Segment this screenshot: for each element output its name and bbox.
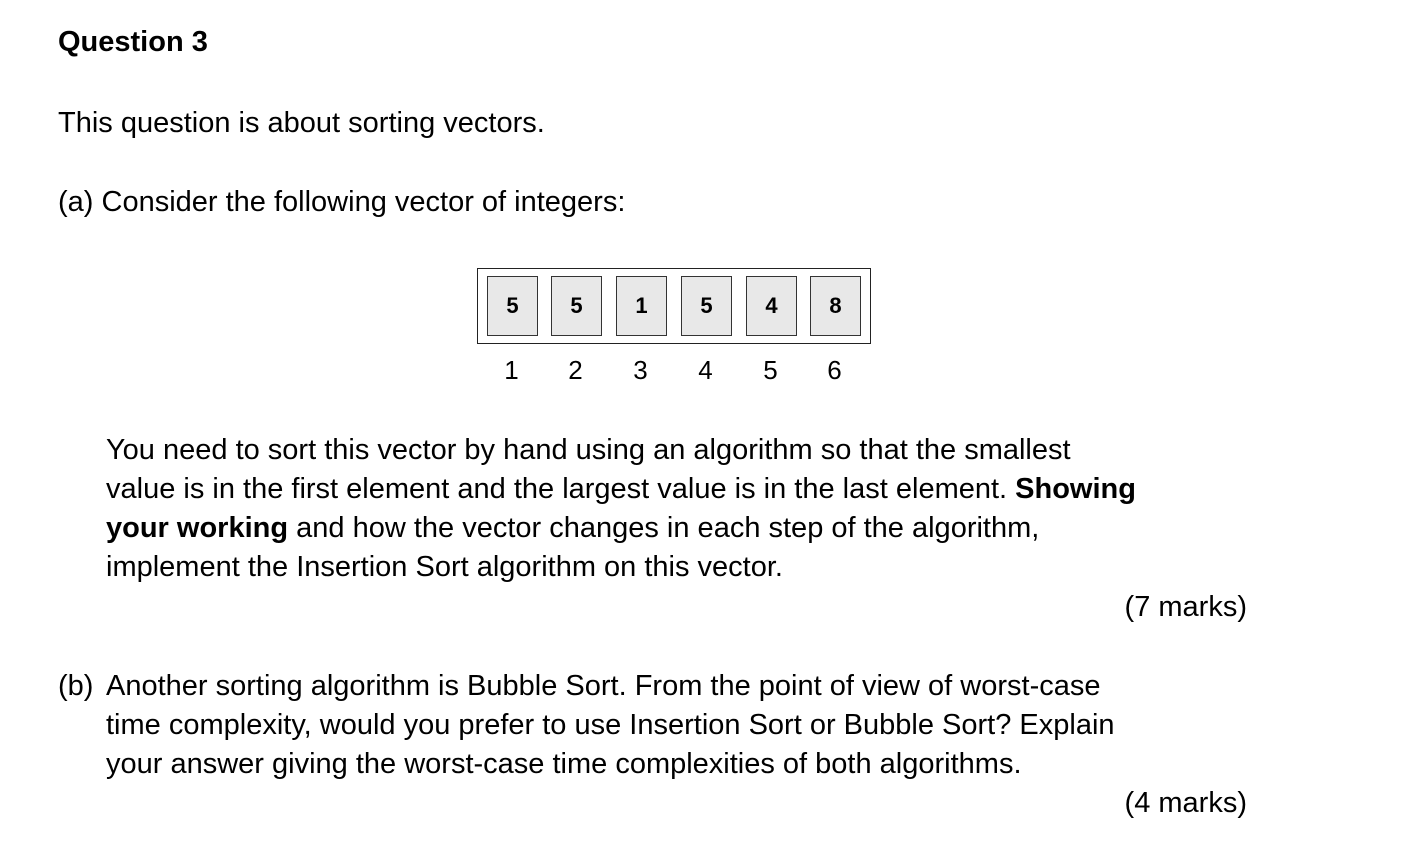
vector-index-label: 5	[763, 355, 778, 385]
question-line: Another sorting algorithm is Bubble Sort. From the point of view of worst-case	[106, 670, 1101, 702]
part-b-question	[106, 667, 1115, 784]
vector-cell: 5	[551, 276, 602, 336]
vector-index-label: 6	[827, 355, 842, 385]
instruction-emphasis: your working	[106, 512, 289, 544]
question-line: your answer giving the worst-case time complexities of both algorithms.	[106, 748, 1022, 780]
vector-index-label: 4	[698, 355, 713, 385]
part-a-instructions	[106, 431, 1136, 587]
vector-cell: 8	[810, 276, 861, 336]
vector-index-label: 2	[568, 355, 583, 385]
instruction-text: and how the vector changes in each step of the algorithm,	[288, 512, 1040, 544]
part-a-lead: (a) Consider the following vector of integers:	[58, 186, 626, 218]
instruction-text: value is in the first element and the largest value is in the last element.	[106, 473, 1016, 505]
vector-cell: 1	[616, 276, 667, 336]
intro-text: This question is about sorting vectors.	[58, 107, 545, 139]
question-line: time complexity, would you prefer to use Insertion Sort or Bubble Sort? Explain	[106, 709, 1115, 741]
instruction-line	[106, 509, 1136, 548]
part-b-label: (b)	[58, 670, 94, 702]
vector-cell: 5	[487, 276, 538, 336]
part-b-marks: (4 marks)	[1124, 787, 1247, 819]
question-title: Question 3	[58, 26, 208, 58]
part-a-marks: (7 marks)	[1124, 591, 1247, 623]
instruction-line: You need to sort this vector by hand using an algorithm so that the smallest	[106, 434, 1071, 466]
vector-index-label: 1	[504, 355, 519, 385]
vector-cell: 5	[681, 276, 732, 336]
instruction-line	[106, 470, 1136, 509]
instruction-line: implement the Insertion Sort algorithm on this vector.	[106, 551, 783, 583]
vector-index-label: 3	[633, 355, 648, 385]
vector-cell: 4	[746, 276, 797, 336]
instruction-emphasis: Showing	[1015, 473, 1136, 505]
vector-diagram	[477, 268, 871, 344]
